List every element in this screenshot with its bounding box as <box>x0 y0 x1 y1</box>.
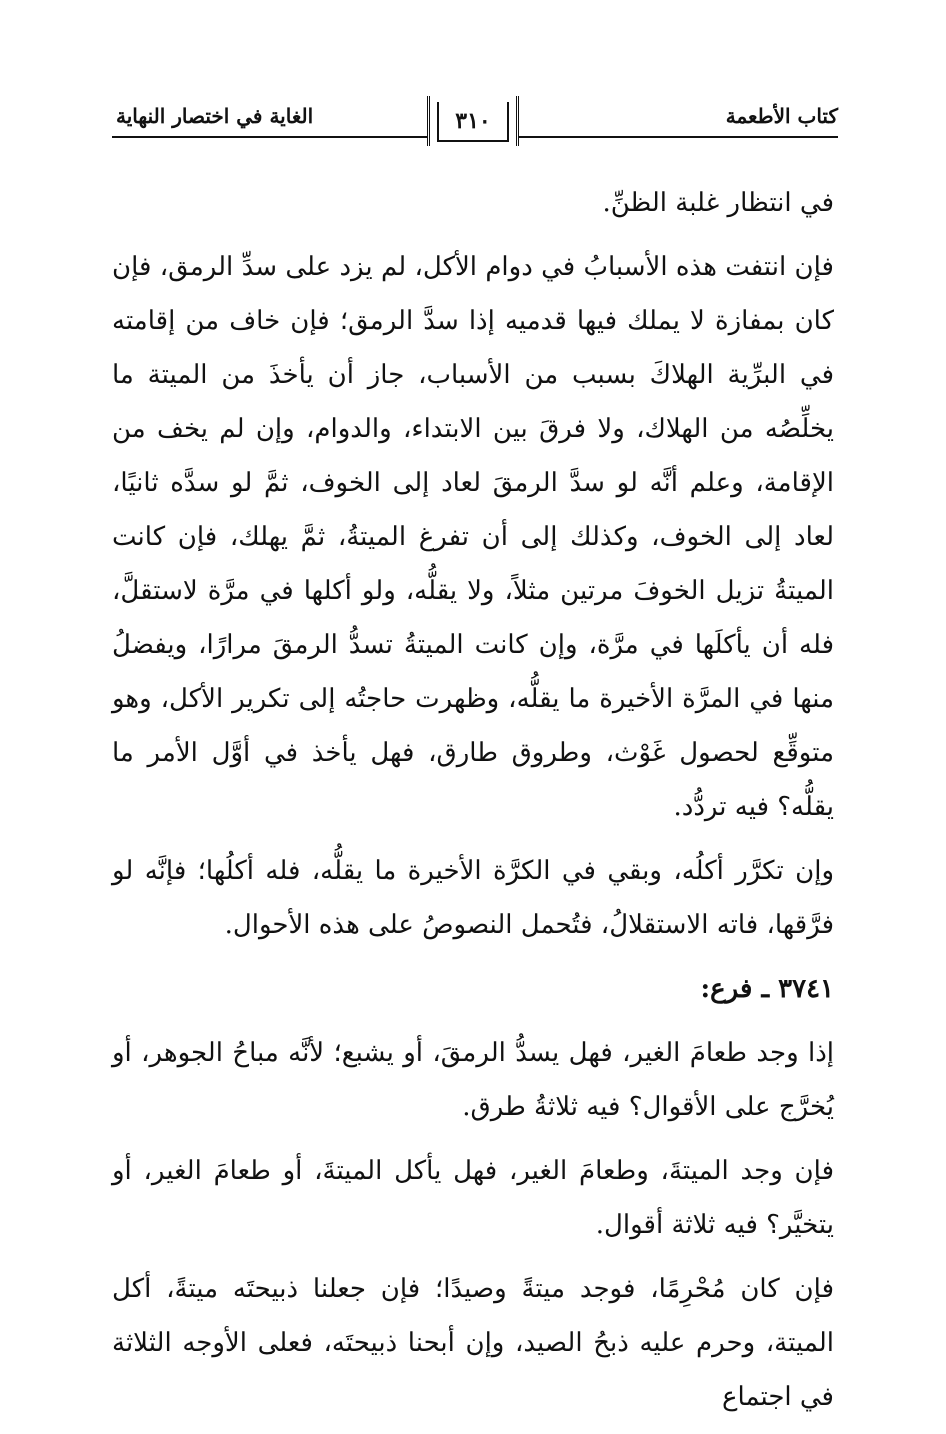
paragraph: فإن وجد الميتةَ، وطعامَ الغير، فهل يأكل الميتةَ، أو طعامَ الغير، أو يتخيَّر؟ فيه ثلاثة أقوال. <box>112 1156 834 1240</box>
page-number-frame <box>427 96 519 146</box>
page-number-inner-frame <box>437 102 509 142</box>
paragraph-continuation: في انتظار غلبة الظنِّ. <box>602 188 834 218</box>
paragraph: وإن تكرَّر أكلُه، وبقي في الكرَّة الأخيرة ما يقلُّه، فله أكلُها؛ فإنَّه لو فرَّقها، فاته الاستقلالُ، فتُحمل النصوصُ على هذه الأحوال. <box>112 856 834 940</box>
page-number: ٣١٠ <box>455 108 491 134</box>
paragraph: إذا وجد طعامَ الغير، فهل يسدُّ الرمقَ، أو يشبع؛ لأنَّه مباحُ الجوهر، أو يُخرَّج على الأقوال؟ فيه ثلاثةُ طرق. <box>112 1038 834 1122</box>
book-title: الغاية في اختصار النهاية <box>116 104 314 128</box>
running-header <box>112 92 838 152</box>
section-heading: ٣٧٤١ ـ فرع: <box>700 974 834 1004</box>
paragraph: فإن كان مُحْرِمًا، فوجد ميتةً وصيدًا؛ فإن جعلنا ذبيحتَه ميتةً، أكل الميتة، وحرم عليه ذبحُ الصيد، وإن أبحنا ذبيحتَه، فعلى الأوجه الثلاثة في اجتماع <box>112 1274 834 1412</box>
chapter-title: كتاب الأطعمة <box>725 104 838 128</box>
paragraph: فإن انتفت هذه الأسبابُ في دوام الأكل، لم يزد على سدِّ الرمق، فإن كان بمفازة لا يملك فيها قدميه إذا سدَّ الرمق؛ فإن خاف من إقامته في البرِّية الهلاكَ بسبب من الأسباب، جاز أن يأخذَ من الميتة ما يخلِّصُه من الهلاك، ولا فرقَ بين الابتداء، والدوام، وإن لم يخف من الإقامة، وعلم أنَّه لو سدَّ الرمقَ لعاد إلى الخوف، ثمَّ لو سدَّه ثانيًا، لعاد إلى الخوف، وكذلك إلى أن تفرغ الميتةُ، ثمَّ يهلك، فإن كانت الميتةُ تزيل الخوفَ مرتين مثلاً، ولا يقلُّه، ولو أكلها في مرَّة لاستقلَّ، فله أن يأكلَها في مرَّة، وإن كانت الميتةُ تسدُّ الرمقَ مرارًا، ويفضلُ منها في المرَّة الأخيرة ما يقلُّه، وظهرت حاجتُه إلى تكرير الأكل، وهو متوقِّع لحصول غَوْث، وطروق طارق، فهل يأخذ في أوَّل الأمر ما يقلُّه؟ فيه تردُّد. <box>112 252 834 822</box>
page-body <box>112 176 834 1434</box>
